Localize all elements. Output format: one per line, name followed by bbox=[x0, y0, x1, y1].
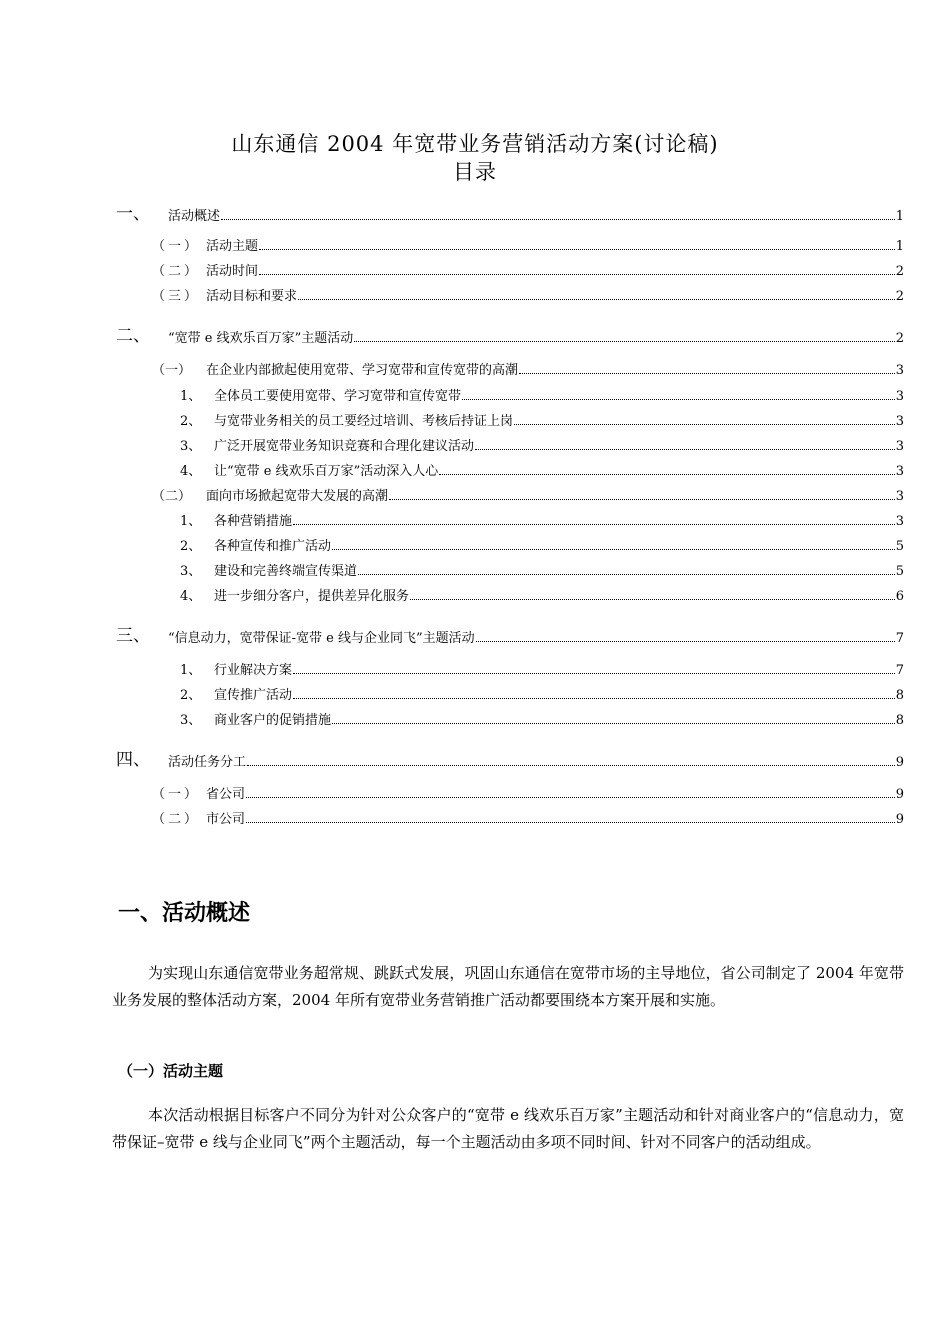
toc-entry-page: 9 bbox=[895, 787, 904, 802]
toc-leader-dots bbox=[293, 673, 895, 674]
toc-entry[interactable] bbox=[180, 708, 904, 728]
toc-entry-title: 宣传推广活动 bbox=[214, 688, 293, 703]
toc-leader-dots bbox=[476, 641, 895, 642]
body-paragraph: 本次活动根据目标客户不同分为针对公众客户的“宽带 e 线欢乐百万家”主题活动和针对商业客户的“信息动力，宽带保证–宽带 e 线与企业同飞”两个主题活动，每一个主题活动由多项不同时间、针对不同客户的活动组成。 bbox=[112, 1106, 904, 1151]
toc-entry-page: 5 bbox=[895, 539, 904, 554]
toc-entry-number: 1、 bbox=[180, 514, 202, 529]
toc-entry[interactable] bbox=[180, 683, 904, 703]
toc-entry-title: 活动主题 bbox=[206, 239, 259, 254]
toc-leader-dots bbox=[439, 474, 894, 475]
toc-leader-dots bbox=[332, 549, 895, 550]
toc-entry-number: （一） bbox=[152, 239, 201, 254]
toc-entry-title: 建设和完善终端宣传渠道 bbox=[214, 564, 358, 579]
toc-entry[interactable] bbox=[152, 358, 904, 378]
toc-entry-number: （二） bbox=[152, 489, 192, 504]
toc-entry[interactable] bbox=[116, 322, 904, 346]
toc-entry-number: 4、 bbox=[180, 464, 202, 479]
toc-entry-number: 3、 bbox=[180, 564, 202, 579]
toc-entry[interactable] bbox=[152, 259, 904, 279]
toc-entry-page: 3 bbox=[895, 464, 904, 479]
toc-entry[interactable] bbox=[116, 622, 904, 646]
toc-leader-dots bbox=[293, 524, 895, 525]
toc-entry[interactable] bbox=[152, 782, 904, 802]
toc-entry[interactable] bbox=[152, 484, 904, 504]
toc-entry-number: （一） bbox=[152, 363, 192, 378]
toc-entry-page: 7 bbox=[895, 631, 904, 646]
toc-entry-number: 2、 bbox=[180, 414, 202, 429]
toc-entry-page: 3 bbox=[895, 414, 904, 429]
toc-entry-number: 一、 bbox=[116, 204, 150, 224]
toc-leader-dots bbox=[332, 723, 895, 724]
toc-entry-page: 9 bbox=[895, 812, 904, 827]
toc-entry-title: 行业解决方案 bbox=[214, 663, 293, 678]
toc-leader-dots bbox=[519, 373, 895, 374]
toc-entry-page: 7 bbox=[895, 663, 904, 678]
section-heading: 一、活动概述 bbox=[118, 901, 251, 926]
toc-leader-dots bbox=[247, 765, 895, 766]
toc-entry-title: 广泛开展宽带业务知识竞赛和合理化建议活动 bbox=[214, 439, 475, 454]
toc-entry-title: 各种宣传和推广活动 bbox=[214, 539, 332, 554]
toc-leader-dots bbox=[410, 599, 895, 600]
toc-entry-number: 2、 bbox=[180, 539, 202, 554]
toc-leader-dots bbox=[354, 341, 894, 342]
toc-entry-number: 二、 bbox=[116, 326, 150, 346]
toc-leader-dots bbox=[246, 797, 895, 798]
toc-entry-number: 4、 bbox=[180, 589, 202, 604]
toc-entry-page: 8 bbox=[895, 688, 904, 703]
toc-leader-dots bbox=[462, 399, 895, 400]
toc-entry[interactable] bbox=[152, 234, 904, 254]
toc-entry-page: 3 bbox=[895, 389, 904, 404]
toc-entry[interactable] bbox=[180, 384, 904, 404]
toc-entry[interactable] bbox=[180, 584, 904, 604]
toc-entry-page: 2 bbox=[895, 264, 904, 279]
toc-entry-number: 1、 bbox=[180, 663, 202, 678]
toc-entry[interactable] bbox=[180, 459, 904, 479]
subsection-heading: （一）活动主题 bbox=[118, 1062, 224, 1080]
toc-entry-title: 省公司 bbox=[206, 787, 246, 802]
toc-entry-title: 各种营销措施 bbox=[214, 514, 293, 529]
toc-entry-title: 活动时间 bbox=[206, 264, 259, 279]
toc-entry-page: 3 bbox=[895, 489, 904, 504]
toc-entry-number: （二） bbox=[152, 264, 201, 279]
toc-heading: 目录 bbox=[453, 160, 497, 184]
toc-entry-title: 活动目标和要求 bbox=[206, 289, 298, 304]
toc-entry-page: 3 bbox=[895, 439, 904, 454]
toc-entry[interactable] bbox=[180, 534, 904, 554]
toc-entry-title: “宽带 e 线欢乐百万家”主题活动 bbox=[168, 331, 354, 346]
toc-entry-title: 面向市场掀起宽带大发展的高潮 bbox=[206, 489, 389, 504]
toc-leader-dots bbox=[259, 249, 895, 250]
toc-entry-number: 3、 bbox=[180, 439, 202, 454]
toc-entry-number: （三） bbox=[152, 289, 201, 304]
toc-entry-number: 2、 bbox=[180, 688, 202, 703]
document-title: 山东通信 2004 年宽带业务营销活动方案(讨论稿) bbox=[231, 132, 719, 156]
toc-entry-title: 在企业内部掀起使用宽带、学习宽带和宣传宽带的高潮 bbox=[206, 363, 519, 378]
toc-entry-number: （一） bbox=[152, 787, 201, 802]
body-paragraph: 为实现山东通信宽带业务超常规、跳跃式发展，巩固山东通信在宽带市场的主导地位，省公司制定了 2004 年宽带业务发展的整体活动方案，2004 年所有宽带业务营销推广活动都要围绕本方案开展和实施。 bbox=[112, 964, 904, 1009]
toc-entry-title: “信息动力，宽带保证-宽带 e 线与企业同飞”主题活动 bbox=[168, 631, 475, 646]
toc-entry-title: 进一步细分客户，提供差异化服务 bbox=[214, 589, 410, 604]
toc-entry-number: （二） bbox=[152, 812, 201, 827]
toc-leader-dots bbox=[246, 822, 895, 823]
toc-entry-page: 9 bbox=[895, 755, 904, 770]
toc-entry-title: 市公司 bbox=[206, 812, 246, 827]
toc-entry-page: 1 bbox=[895, 209, 904, 224]
toc-entry-number: 四、 bbox=[116, 750, 150, 770]
toc-entry[interactable] bbox=[152, 807, 904, 827]
toc-entry-page: 1 bbox=[895, 239, 904, 254]
toc-leader-dots bbox=[389, 499, 895, 500]
toc-entry-number: 3、 bbox=[180, 713, 202, 728]
toc-entry-page: 8 bbox=[895, 713, 904, 728]
toc-entry-page: 6 bbox=[895, 589, 904, 604]
toc-entry-page: 2 bbox=[895, 289, 904, 304]
toc-leader-dots bbox=[259, 274, 895, 275]
toc-entry[interactable] bbox=[180, 509, 904, 529]
toc-leader-dots bbox=[514, 424, 895, 425]
toc-entry-page: 3 bbox=[895, 363, 904, 378]
toc-entry[interactable] bbox=[180, 559, 904, 579]
toc-entry-page: 2 bbox=[895, 331, 904, 346]
toc-entry[interactable] bbox=[116, 200, 904, 224]
toc-entry[interactable] bbox=[152, 284, 904, 304]
toc-leader-dots bbox=[298, 299, 895, 300]
toc-entry-number: 1、 bbox=[180, 389, 202, 404]
toc-entry-title: 活动任务分工 bbox=[168, 755, 247, 770]
toc-leader-dots bbox=[475, 449, 895, 450]
toc-entry-title: 商业客户的促销措施 bbox=[214, 713, 332, 728]
toc-entry[interactable] bbox=[180, 409, 904, 429]
toc-leader-dots bbox=[358, 574, 895, 575]
toc-leader-dots bbox=[293, 698, 895, 699]
toc-entry-title: 活动概述 bbox=[168, 209, 221, 224]
toc-entry-title: 让“宽带 e 线欢乐百万家”活动深入人心 bbox=[214, 464, 439, 479]
toc-entry-title: 全体员工要使用宽带、学习宽带和宣传宽带 bbox=[214, 389, 462, 404]
toc-entry-title: 与宽带业务相关的员工要经过培训、考核后持证上岗 bbox=[214, 414, 514, 429]
toc-leader-dots bbox=[221, 219, 895, 220]
toc-entry-page: 3 bbox=[895, 514, 904, 529]
toc-entry[interactable] bbox=[116, 746, 904, 770]
toc-entry[interactable] bbox=[180, 434, 904, 454]
toc-entry[interactable] bbox=[180, 658, 904, 678]
toc-entry-page: 5 bbox=[895, 564, 904, 579]
toc-entry-number: 三、 bbox=[116, 626, 150, 646]
